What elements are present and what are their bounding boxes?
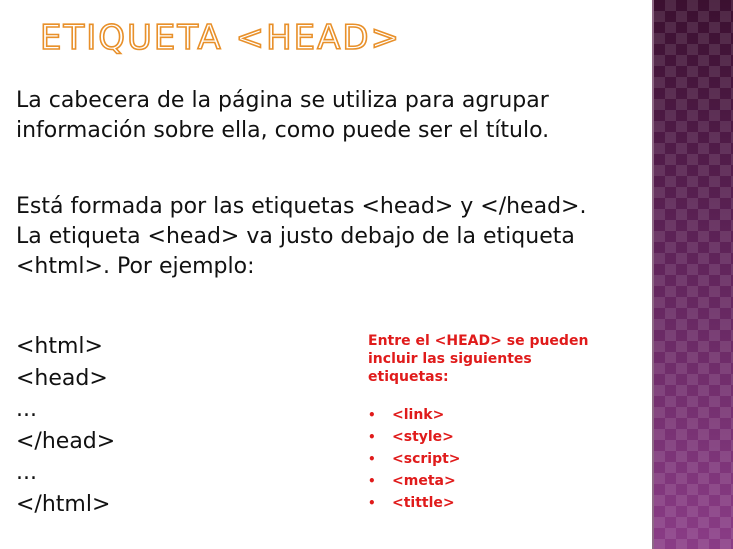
code-line: ... (16, 460, 37, 485)
tag-label: <style> (392, 429, 454, 445)
tag-list-item (368, 404, 638, 426)
head-tags-note (368, 332, 638, 514)
note-line: etiquetas: (368, 369, 449, 385)
code-line: <head> (16, 365, 108, 391)
intro-line: información sobre ella, como puede ser el título. (16, 118, 550, 143)
decorative-side-panel (654, 0, 733, 549)
note-line: incluir las siguientes (368, 351, 532, 367)
tag-list (368, 404, 638, 514)
tag-list-item (368, 470, 638, 492)
description-line: <html>. Por ejemplo: (16, 254, 255, 279)
tag-label: <meta> (392, 473, 456, 489)
intro-paragraph (16, 86, 646, 146)
description-line: Está formada por las etiquetas <head> y </head>. (16, 194, 587, 219)
bullet-icon: • (368, 408, 376, 422)
note-heading (368, 332, 638, 386)
tag-list-item (368, 426, 638, 448)
tag-list-item (368, 492, 638, 514)
bullet-icon: • (368, 496, 376, 510)
code-line: </html> (16, 491, 111, 517)
code-line: </head> (16, 428, 116, 454)
tag-label: <link> (392, 407, 445, 423)
note-line: Entre el <HEAD> se pueden (368, 333, 589, 349)
code-line: <html> (16, 334, 103, 359)
description-line: La etiqueta <head> va justo debajo de la etiqueta (16, 224, 575, 249)
code-example (16, 331, 115, 520)
bullet-icon: • (368, 430, 376, 444)
bullet-icon: • (368, 452, 376, 466)
tag-list-item (368, 448, 638, 470)
slide-title: ETIQUETA <HEAD> (40, 18, 402, 58)
description-paragraph (16, 192, 646, 282)
tag-label: <tittle> (392, 495, 455, 511)
tag-label: <script> (392, 451, 461, 467)
intro-line: La cabecera de la página se utiliza para agrupar (16, 88, 549, 113)
bullet-icon: • (368, 474, 376, 488)
code-line: ... (16, 397, 37, 422)
